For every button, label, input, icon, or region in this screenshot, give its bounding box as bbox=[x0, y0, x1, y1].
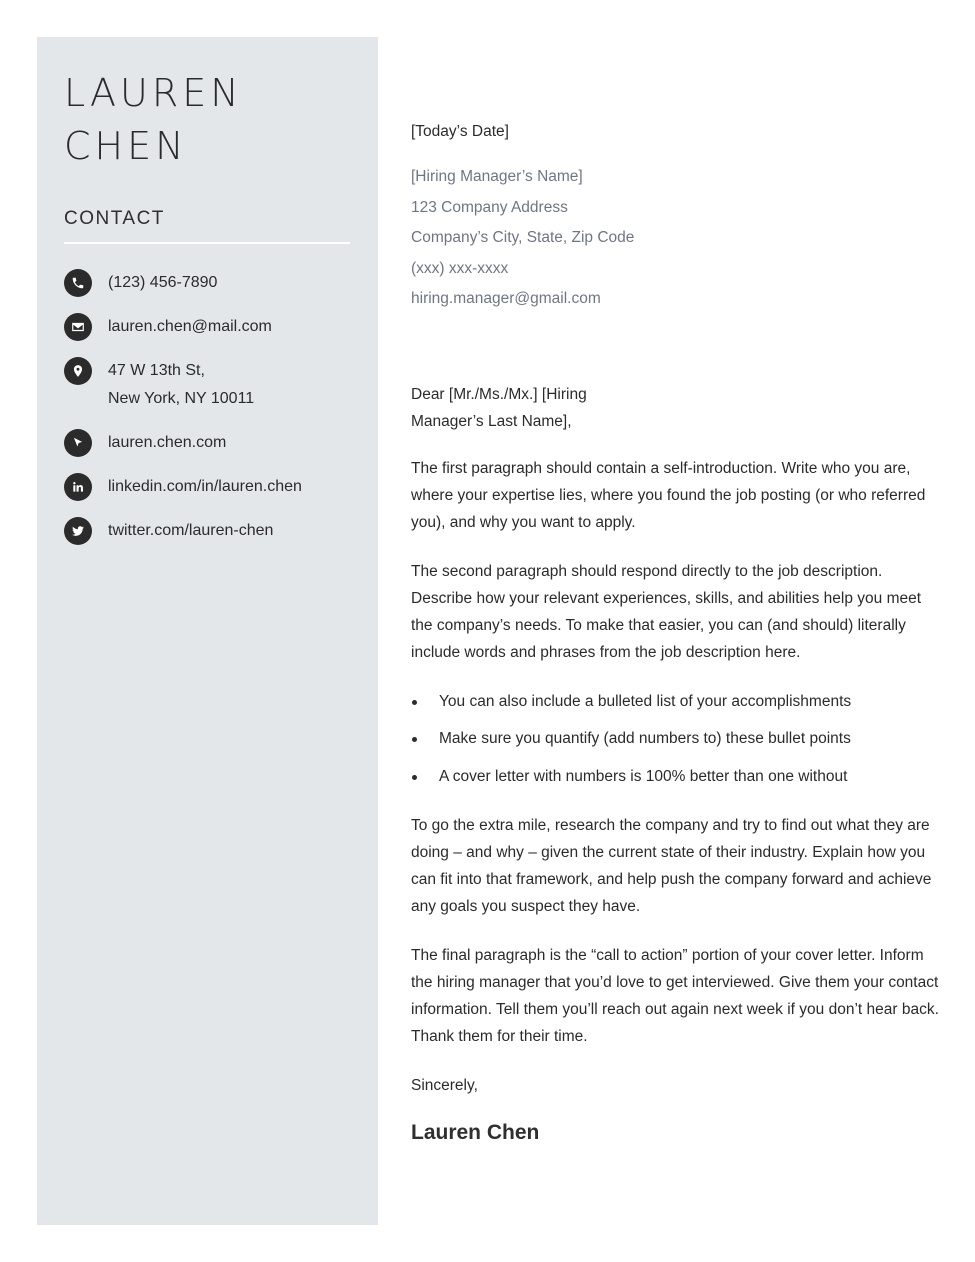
letter-body bbox=[411, 118, 941, 1146]
contact-heading: CONTACT bbox=[64, 208, 165, 229]
linkedin-icon bbox=[64, 473, 92, 501]
address-line-1: 47 W 13th St, bbox=[108, 362, 205, 379]
applicant-last-name: CHEN bbox=[64, 124, 188, 168]
website-link-text: lauren.chen.com bbox=[108, 434, 227, 451]
contact-phone bbox=[64, 269, 364, 297]
linkedin-link-text: linkedin.com/in/lauren.chen bbox=[108, 478, 302, 495]
phone-icon bbox=[64, 269, 92, 297]
cursor-icon bbox=[64, 429, 92, 457]
recipient-address: 123 Company Address bbox=[411, 198, 568, 216]
contact-list bbox=[64, 269, 364, 561]
street-address bbox=[108, 357, 254, 413]
applicant-first-name: LAUREN bbox=[64, 71, 243, 115]
website-link[interactable] bbox=[108, 429, 226, 457]
sidebar bbox=[37, 37, 378, 1225]
contact-address bbox=[64, 357, 364, 413]
recipient-block bbox=[411, 162, 941, 315]
contact-email bbox=[64, 313, 364, 341]
applicant-name bbox=[64, 67, 243, 173]
phone-number[interactable] bbox=[108, 269, 217, 297]
address-line-2: New York, NY 10011 bbox=[108, 390, 255, 407]
linkedin-link[interactable] bbox=[108, 473, 302, 501]
recipient-city: Company’s City, State, Zip Code bbox=[411, 229, 635, 246]
bullet-item: A cover letter with numbers is 100% better than one without bbox=[411, 763, 941, 790]
recipient-phone: (xxx) xxx-xxxx bbox=[411, 259, 509, 277]
contact-twitter bbox=[64, 517, 364, 545]
contact-website bbox=[64, 429, 364, 457]
bullet-item: Make sure you quantify (add numbers to) these bullet points bbox=[411, 725, 941, 752]
paragraph-research: To go the extra mile, research the company and try to find out what they are doing – and why – given the current state of their industry. Explain how you can fit into that framework, and help push the company forward and achieve any goals you suspect they have. bbox=[411, 816, 932, 915]
email-address-text: lauren.chen@mail.com bbox=[108, 318, 272, 335]
recipient-email: hiring.manager@gmail.com bbox=[411, 290, 601, 307]
twitter-link-text: twitter.com/lauren-chen bbox=[108, 522, 274, 539]
twitter-link[interactable] bbox=[108, 517, 273, 545]
email-icon bbox=[64, 313, 92, 341]
bullet-item: You can also include a bulleted list of your accomplishments bbox=[411, 688, 941, 715]
twitter-icon bbox=[64, 517, 92, 545]
contact-linkedin bbox=[64, 473, 364, 501]
paragraph-job-description: The second paragraph should respond directly to the job description. Describe how your relevant experiences, skills, and abilities help you meet the company’s needs. To make that easier, you can (and should) literally include words and phrases from the job description here. bbox=[411, 562, 922, 661]
contact-divider bbox=[64, 242, 350, 244]
paragraph-call-to-action: The final paragraph is the “call to action” portion of your cover letter. Inform the hiring manager that you’d love to get interviewed. Give them your contact information. Tell them you’ll reach out again next week if you don’t hear back. Thank them for their time. bbox=[411, 946, 939, 1045]
salutation: Dear [Mr./Ms./Mx.] [Hiring Manager’s Last Name], bbox=[411, 385, 587, 430]
phone-number-text: (123) 456-7890 bbox=[108, 274, 218, 291]
accomplishment-bullets bbox=[411, 688, 941, 790]
closing: Sincerely, bbox=[411, 1076, 478, 1094]
email-address[interactable] bbox=[108, 313, 272, 341]
signature: Lauren Chen bbox=[411, 1120, 540, 1144]
recipient-name: [Hiring Manager’s Name] bbox=[411, 168, 583, 185]
location-pin-icon bbox=[64, 357, 92, 385]
letter-date: [Today’s Date] bbox=[411, 123, 509, 140]
paragraph-introduction: The first paragraph should contain a self-introduction. Write who you are, where your expertise lies, where you found the job posting (or who referred you), and why you want to apply. bbox=[411, 459, 926, 531]
